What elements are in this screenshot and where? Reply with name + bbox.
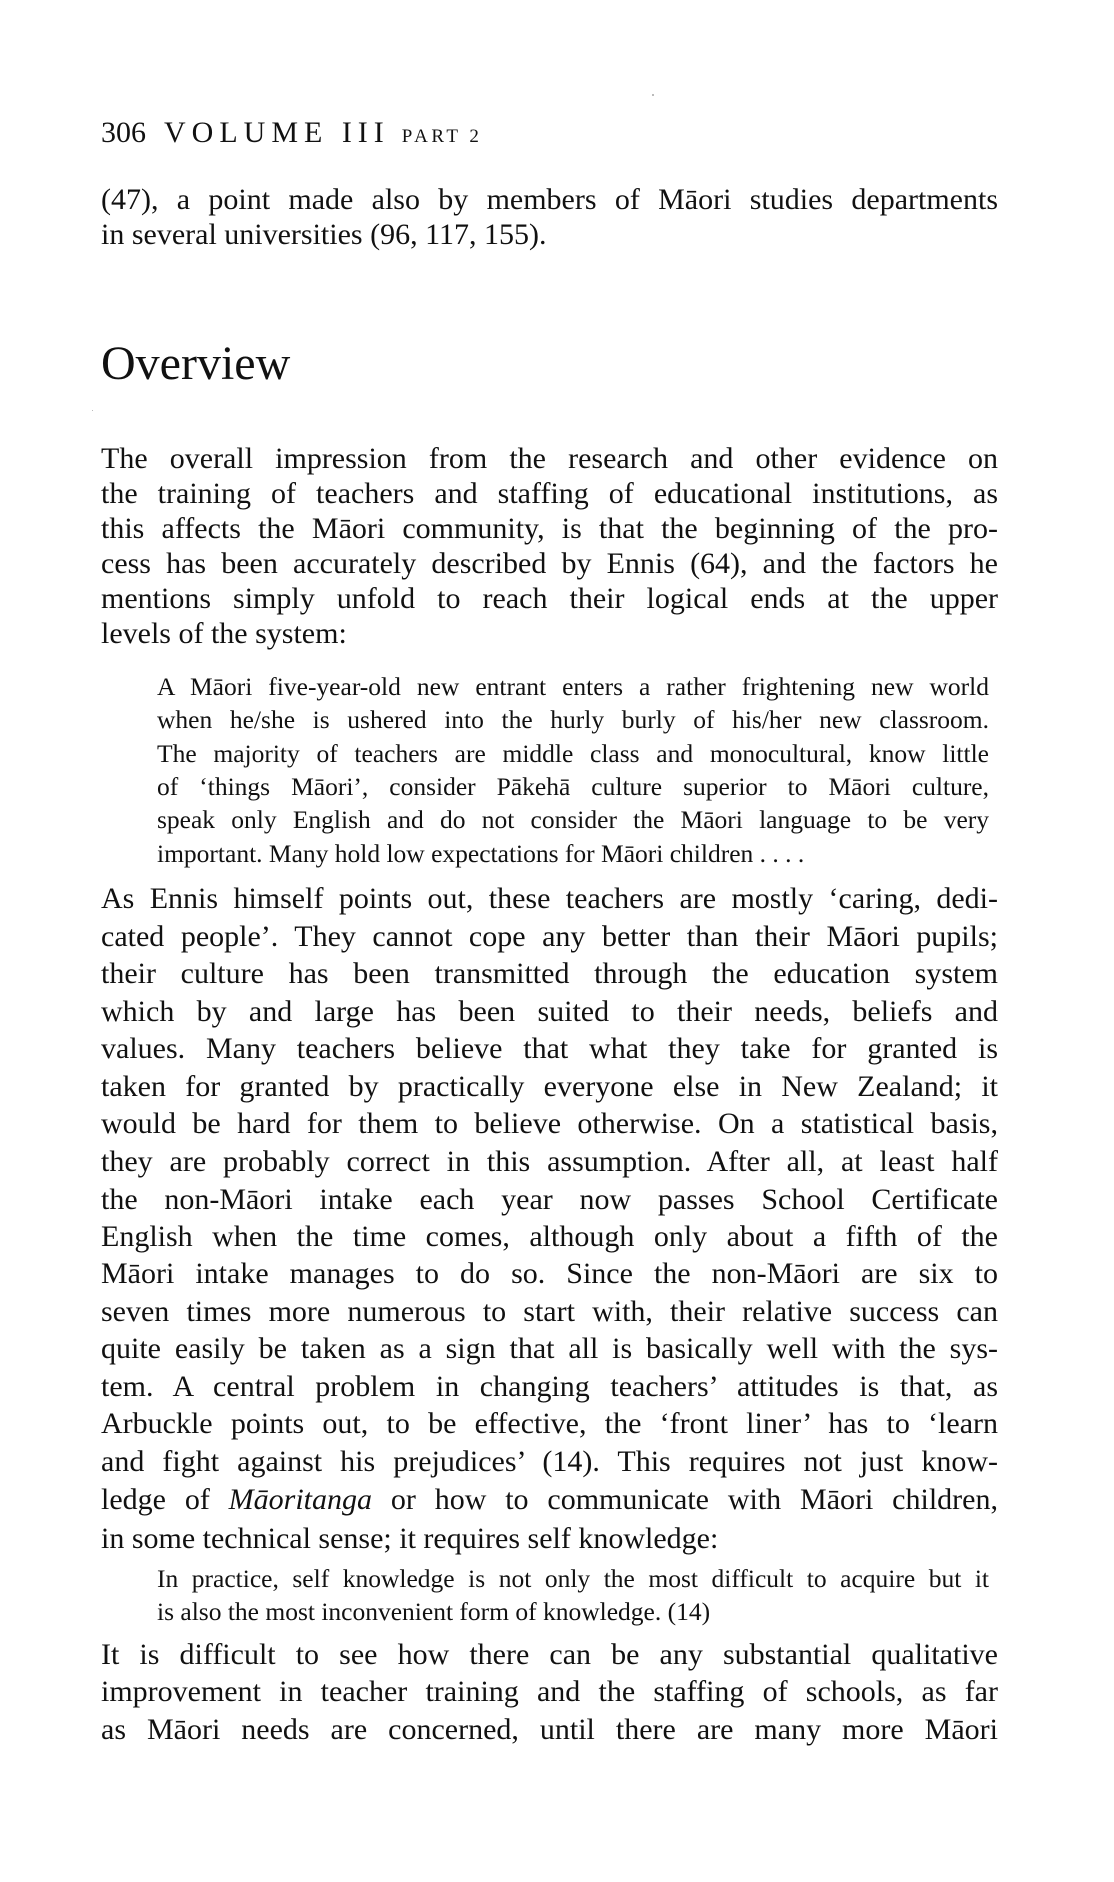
quote-line: The majority of teachers are middle class and monocultural, know little bbox=[157, 739, 989, 768]
quote-line: of ‘things Māori’, consider Pākehā culture superior to Māori culture, bbox=[157, 772, 989, 801]
text-line: cess has been accurately described by Ennis (64), and the factors he bbox=[101, 547, 998, 580]
text-line: and fight against his prejudices’ (14). This requires not just know- bbox=[101, 1445, 998, 1478]
text-run: or how to communicate with Māori children, bbox=[372, 1483, 998, 1516]
section-heading: Overview bbox=[101, 337, 291, 390]
text-line: (47), a point made also by members of Māori studies departments bbox=[101, 183, 998, 216]
text-line: they are probably correct in this assumption. After all, at least half bbox=[101, 1145, 998, 1178]
scan-speck bbox=[652, 94, 654, 96]
italic-term-maoritanga: Māoritanga bbox=[228, 1483, 372, 1516]
quote-line: when he/she is ushered into the hurly burly of his/her new classroom. bbox=[157, 705, 989, 734]
text-line bbox=[101, 1483, 998, 1517]
text-line: tem. A central problem in changing teachers’ attitudes is that, as bbox=[101, 1370, 998, 1403]
text-line: Māori intake manages to do so. Since the non-Māori are six to bbox=[101, 1257, 998, 1290]
text-line: It is difficult to see how there can be any substantial qualitative bbox=[101, 1638, 998, 1671]
text-line: taken for granted by practically everyone else in New Zealand; it bbox=[101, 1070, 998, 1103]
text-line: the training of teachers and staffing of educational institutions, as bbox=[101, 477, 998, 510]
text-line: seven times more numerous to start with, their relative success can bbox=[101, 1295, 998, 1328]
page-number: 306 bbox=[101, 116, 146, 149]
text-line: the non-Māori intake each year now passes School Certificate bbox=[101, 1183, 998, 1216]
quote-line: is also the most inconvenient form of knowledge. (14) bbox=[157, 1597, 711, 1626]
part-label: PART 2 bbox=[401, 126, 483, 147]
text-line: as Māori needs are concerned, until there are many more Māori bbox=[101, 1713, 998, 1746]
text-line: their culture has been transmitted through the education system bbox=[101, 957, 998, 990]
text-line: cated people’. They cannot cope any better than their Māori pupils; bbox=[101, 920, 998, 953]
text-line: Arbuckle points out, to be effective, the ‘front liner’ has to ‘learn bbox=[101, 1407, 998, 1440]
text-line: this affects the Māori community, is that the beginning of the pro- bbox=[101, 512, 998, 545]
text-line: in several universities (96, 117, 155). bbox=[101, 218, 547, 251]
text-line: quite easily be taken as a sign that all is basically well with the sys- bbox=[101, 1332, 998, 1365]
text-line: in some technical sense; it requires self knowledge: bbox=[101, 1522, 719, 1555]
text-line: improvement in teacher training and the staffing of schools, as far bbox=[101, 1675, 998, 1708]
text-line: which by and large has been suited to their needs, beliefs and bbox=[101, 995, 998, 1028]
volume-label: VOLUME III bbox=[164, 116, 390, 149]
text-run: ledge of bbox=[101, 1483, 229, 1516]
text-line: levels of the system: bbox=[101, 617, 347, 650]
text-line: mentions simply unfold to reach their logical ends at the upper bbox=[101, 582, 998, 615]
text-line: values. Many teachers believe that what they take for granted is bbox=[101, 1032, 998, 1065]
text-line: The overall impression from the research and other evidence on bbox=[101, 442, 998, 475]
quote-line: important. Many hold low expectations for Māori children . . . . bbox=[157, 839, 805, 868]
text-line: As Ennis himself points out, these teachers are mostly ‘caring, dedi- bbox=[101, 882, 998, 915]
quote-line: A Māori five-year-old new entrant enters a rather frightening new world bbox=[157, 672, 989, 701]
quote-line: speak only English and do not consider the Māori language to be very bbox=[157, 805, 989, 834]
text-line: English when the time comes, although only about a fifth of the bbox=[101, 1220, 998, 1253]
scan-speck bbox=[92, 410, 93, 411]
text-line: would be hard for them to believe otherwise. On a statistical basis, bbox=[101, 1107, 998, 1140]
quote-line: In practice, self knowledge is not only the most difficult to acquire but it bbox=[157, 1564, 989, 1593]
running-head bbox=[101, 116, 482, 154]
